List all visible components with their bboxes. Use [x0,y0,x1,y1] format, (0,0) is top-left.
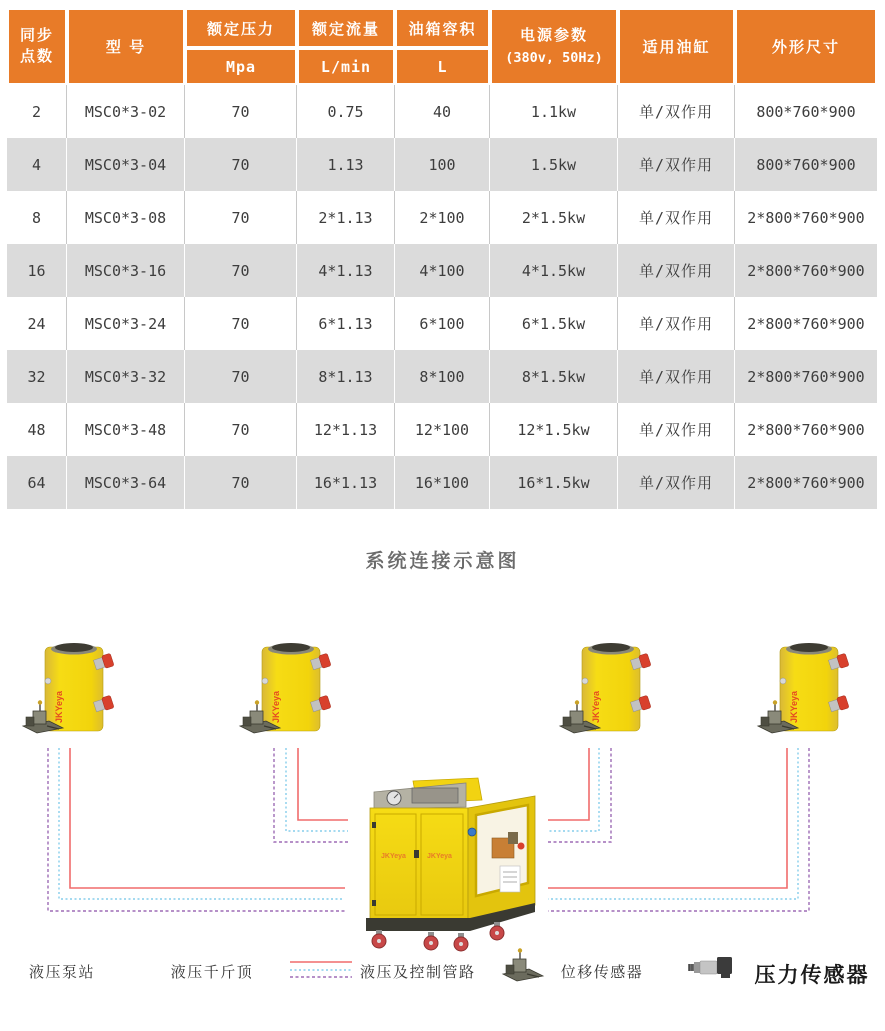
table-cell: 70 [185,456,297,509]
table-cell: 单/双作用 [618,191,735,244]
piping-jack2 [274,748,348,842]
col-applicable-cylinder: 适用油缸 [618,8,735,85]
table-cell: MSC0*3-64 [67,456,185,509]
col-tank-capacity: 油箱容积 [395,8,490,48]
table-cell: 16*1.13 [297,456,395,509]
piping-jack4 [548,748,809,911]
table-cell: 70 [185,244,297,297]
table-cell: MSC0*3-24 [67,297,185,350]
table-cell: 70 [185,85,297,138]
table-cell: 单/双作用 [618,456,735,509]
table-cell: 16*100 [395,456,490,509]
table-cell: 4*1.13 [297,244,395,297]
table-cell: 12*1.5kw [490,403,618,456]
table-cell: 4 [7,138,67,191]
table-cell: 4*1.5kw [490,244,618,297]
system-connection-diagram: JKYeya JKYeya JKYeya 液压泵站 液压千斤顶 液压及控制管路 位移传感器 压力传感器 [0,600,885,1000]
table-cell: 64 [7,456,67,509]
table-header [7,8,877,85]
table-row [7,350,877,403]
legend-pump-station: 液压泵站 [28,964,96,981]
table-cell: 单/双作用 [618,403,735,456]
hydraulic-jack-1 [23,643,114,733]
table-cell: 70 [185,403,297,456]
table-cell: 4*100 [395,244,490,297]
col-rated-flow: 额定流量 [297,8,395,48]
table-cell: 800*760*900 [735,138,877,191]
table-cell: 70 [185,138,297,191]
piping-line-symbol [290,962,352,977]
col-sync-line2: 点数 [19,47,54,65]
caster-wheel [424,932,438,950]
table-cell: 1.1kw [490,85,618,138]
table-row [7,138,877,191]
unit-pressure: Mpa [185,48,297,85]
table-cell: 0.75 [297,85,395,138]
table-cell: MSC0*3-32 [67,350,185,403]
pump-station-illustration [366,778,535,951]
table-cell: 8*1.5kw [490,350,618,403]
diagram-title: 系统连接示意图 [365,551,520,572]
table-cell: 2*100 [395,191,490,244]
table-cell: 2*800*760*900 [735,244,877,297]
col-power-params [490,8,618,85]
legend-jack: 液压千斤顶 [170,964,254,981]
table-cell: 2*800*760*900 [735,456,877,509]
table-cell: 70 [185,191,297,244]
hydraulic-jack-2 [240,643,331,733]
legend-pressure-sensor: 压力传感器 [754,964,870,987]
legend [29,948,870,987]
table-row [7,297,877,350]
table-cell: MSC0*3-04 [67,138,185,191]
table-cell: 1.5kw [490,138,618,191]
table-cell: 2*1.13 [297,191,395,244]
col-power-line1: 电源参数 [519,26,588,44]
table-cell: 6*1.5kw [490,297,618,350]
piping-jack3 [548,748,611,842]
table-cell: 单/双作用 [618,138,735,191]
table-cell: 70 [185,297,297,350]
table-cell: MSC0*3-16 [67,244,185,297]
table-cell: 1.13 [297,138,395,191]
table-body [7,85,877,509]
table-cell: 6*100 [395,297,490,350]
table-cell: 2 [7,85,67,138]
table-cell: 2*800*760*900 [735,350,877,403]
col-sync-points [7,8,67,85]
table-cell: 单/双作用 [618,350,735,403]
table-cell: 70 [185,350,297,403]
table-cell: 24 [7,297,67,350]
table-cell: 100 [395,138,490,191]
table-cell: MSC0*3-02 [67,85,185,138]
brand-label: JKYeya [427,853,452,860]
table-cell: 8*100 [395,350,490,403]
brand-label: JKYeya [381,853,406,860]
table-cell: 6*1.13 [297,297,395,350]
table-cell: 16*1.5kw [490,456,618,509]
col-power-line2: (380v, 50Hz) [505,50,603,67]
hydraulic-jack-3 [560,643,651,733]
table-cell: 12*1.13 [297,403,395,456]
table-row [7,403,877,456]
table-row [7,244,877,297]
table-cell: 单/双作用 [618,244,735,297]
table-cell: 40 [395,85,490,138]
displacement-sensor-icon [503,948,543,981]
table-cell: 单/双作用 [618,85,735,138]
unit-tank: L [395,48,490,85]
piping-jack1 [48,748,345,911]
table-cell: 8 [7,191,67,244]
col-dimensions: 外形尺寸 [735,8,877,85]
table-cell: 2*800*760*900 [735,403,877,456]
legend-displacement-sensor: 位移传感器 [560,964,644,981]
table-row [7,191,877,244]
col-rated-pressure: 额定压力 [185,8,297,48]
caster-wheel [490,922,504,940]
table-row [7,85,877,138]
col-model: 型 号 [67,8,185,85]
table-cell: 8*1.13 [297,350,395,403]
caster-wheel [454,933,468,951]
legend-piping: 液压及控制管路 [360,964,476,981]
table-cell: 800*760*900 [735,85,877,138]
table-cell: 2*1.5kw [490,191,618,244]
table-cell: 48 [7,403,67,456]
hydraulic-jack-4 [758,643,849,733]
table-cell: 32 [7,350,67,403]
unit-flow: L/min [297,48,395,85]
col-sync-line1: 同步 [19,27,54,45]
table-cell: 2*800*760*900 [735,191,877,244]
table-cell: MSC0*3-48 [67,403,185,456]
pressure-sensor-icon [688,957,732,978]
table-cell: 16 [7,244,67,297]
table-cell: MSC0*3-08 [67,191,185,244]
table-row [7,456,877,509]
spec-table [7,8,877,509]
table-cell: 单/双作用 [618,297,735,350]
table-cell: 12*100 [395,403,490,456]
table-cell: 2*800*760*900 [735,297,877,350]
caster-wheel [372,930,386,948]
